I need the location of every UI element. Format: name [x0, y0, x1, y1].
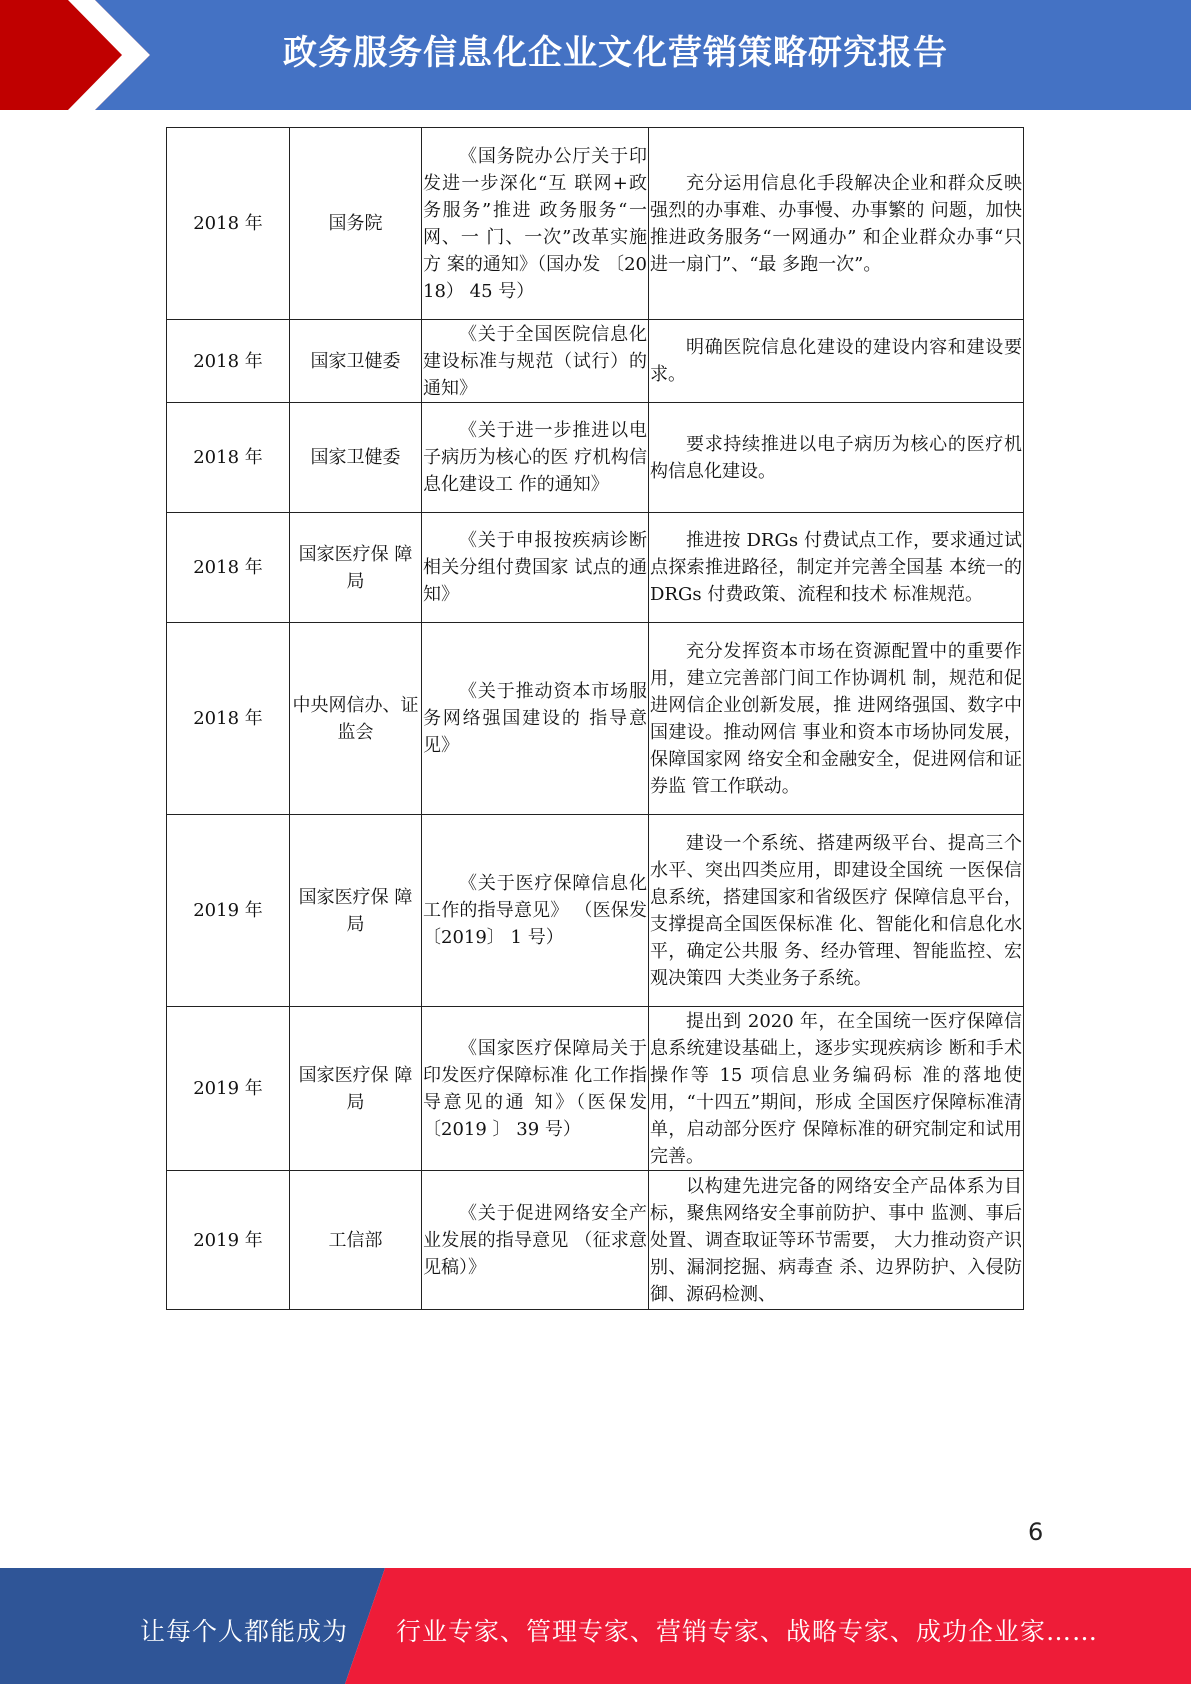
org-cell: 国家卫健委	[290, 403, 422, 513]
description-cell: 要求持续推进以电子病历为核心的医疗机构信息化建设。	[649, 403, 1024, 513]
description-cell: 充分运用信息化手段解决企业和群众反映强烈的办事难、办事慢、办事繁的 问题，加快推进政务服务“一网通办” 和企业群众办事“只进一扇门”、“最 多跑一次”。	[649, 128, 1024, 320]
description-cell: 充分发挥资本市场在资源配置中的重要作用，建立完善部门间工作协调机 制，规范和促进网信企业创新发展，推 进网络强国、数字中国建设。推动网信 事业和资本市场协同发展，保障国家网 络安全和金融安全，促进网信和证券监 管工作联动。	[649, 623, 1024, 815]
table-row	[167, 623, 1024, 815]
org-cell: 国家医疗保 障局	[290, 815, 422, 1007]
footer-slogan-right: 行业专家、管理专家、营销专家、战略专家、成功企业家……	[396, 1617, 1099, 1646]
table-row	[167, 513, 1024, 623]
table-row	[167, 128, 1024, 320]
document-cell: 《国务院办公厅关于印发进一步深化“互 联网+政务服务”推进 政务服务“一网、一 门、一次”改革实施方 案的通知》（国办发 〔2018） 45 号）	[422, 128, 649, 320]
description-cell: 提出到 2020 年，在全国统一医疗保障信息系统建设基础上，逐步实现疾病诊 断和手术操作等 15 项信息业务编码标 准的落地使用，“十四五”期间，形成 全国医疗保障标准清单，启动部分医疗 保障标准的研究制定和试用完善。	[649, 1007, 1024, 1171]
year-cell: 2019 年	[167, 815, 290, 1007]
document-cell: 《关于促进网络安全产业发展的指导意见 （征求意见稿）》	[422, 1171, 649, 1310]
year-cell: 2018 年	[167, 513, 290, 623]
table-row	[167, 815, 1024, 1007]
description-cell: 推进按 DRGs 付费试点工作，要求通过试点探索推进路径，制定并完善全国基 本统一的 DRGs 付费政策、流程和技术 标准规范。	[649, 513, 1024, 623]
year-cell: 2019 年	[167, 1171, 290, 1310]
page-header	[0, 0, 1191, 110]
org-cell: 工信部	[290, 1171, 422, 1310]
org-cell: 国家卫健委	[290, 320, 422, 403]
org-cell: 中央网信办、证监会	[290, 623, 422, 815]
document-cell: 《关于全国医院信息化建设标准与规范（试行）的通知》	[422, 320, 649, 403]
description-cell: 以构建先进完备的网络安全产品体系为目标，聚焦网络安全事前防护、事中 监测、事后处置、调查取证等环节需要， 大力推动资产识别、漏洞挖掘、病毒查 杀、边界防护、入侵防御、源码检测、	[649, 1171, 1024, 1310]
header-arrow-icon	[0, 0, 150, 110]
table-row	[167, 1007, 1024, 1171]
year-cell: 2018 年	[167, 623, 290, 815]
description-cell: 明确医院信息化建设的建设内容和建设要求。	[649, 320, 1024, 403]
year-cell: 2018 年	[167, 128, 290, 320]
table-row	[167, 403, 1024, 513]
document-cell: 《关于推动资本市场服务网络强国建设的 指导意见》	[422, 623, 649, 815]
footer-slogan-left: 让每个人都能成为	[140, 1617, 349, 1646]
year-cell: 2019 年	[167, 1007, 290, 1171]
description-cell: 建设一个系统、搭建两级平台、提高三个水平、突出四类应用，即建设全国统 一医保信息系统，搭建国家和省级医疗 保障信息平台，支撑提高全国医保标准 化、智能化和信息化水平，确定公共服 务、经办管理、智能监控、宏观决策四 大类业务子系统。	[649, 815, 1024, 1007]
year-cell: 2018 年	[167, 403, 290, 513]
table-row	[167, 1171, 1024, 1310]
org-cell: 国家医疗保 障局	[290, 513, 422, 623]
document-cell: 《国家医疗保障局关于印发医疗保障标准 化工作指导意见的通 知》（医保发 〔2019 〕 39 号）	[422, 1007, 649, 1171]
year-cell: 2018 年	[167, 320, 290, 403]
document-cell: 《关于申报按疾病诊断相关分组付费国家 试点的通知》	[422, 513, 649, 623]
page-number: 6	[1028, 1518, 1044, 1546]
org-cell: 国家医疗保 障局	[290, 1007, 422, 1171]
org-cell: 国务院	[290, 128, 422, 320]
document-cell: 《关于医疗保障信息化工作的指导意见》 （医保发〔2019〕 1 号）	[422, 815, 649, 1007]
policy-table	[166, 127, 1024, 1310]
document-cell: 《关于进一步推进以电子病历为核心的医 疗机构信息化建设工 作的通知》	[422, 403, 649, 513]
table-row	[167, 320, 1024, 403]
report-title: 政务服务信息化企业文化营销策略研究报告	[283, 33, 948, 73]
